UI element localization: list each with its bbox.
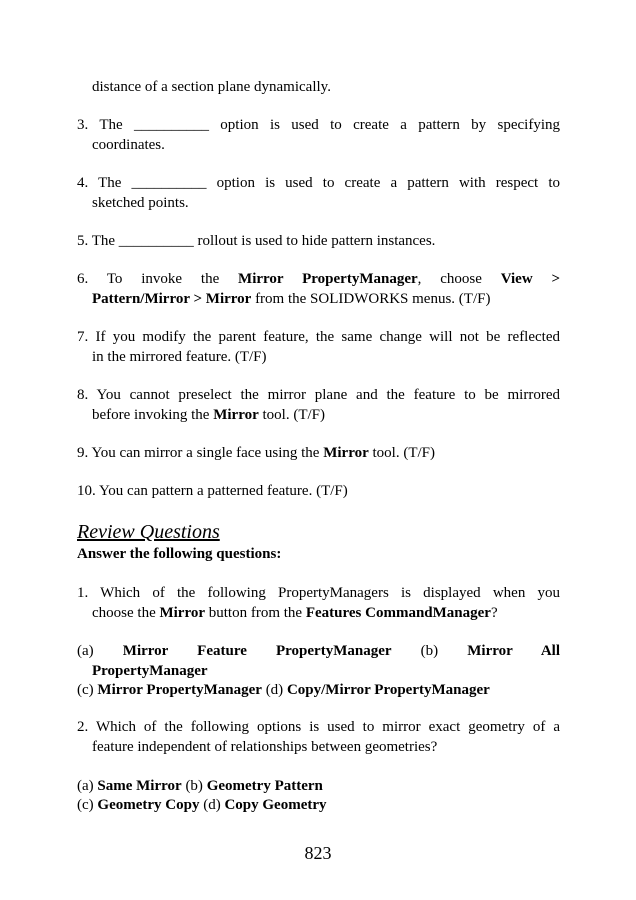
statement-text: You cannot preselect the mirror plane and the feature to be mirrored — [96, 387, 560, 403]
statement-10 — [77, 482, 560, 502]
option-label: (d) — [203, 797, 221, 813]
question-1-options-cd — [77, 681, 560, 700]
statement-text: The __________ option is used to create a pattern with respect to — [98, 175, 560, 191]
option-c: Mirror PropertyManager — [97, 682, 262, 698]
option-d: Copy Geometry — [224, 797, 327, 813]
statement-text: You can mirror a single face using the — [91, 445, 324, 461]
statement-4 — [77, 174, 560, 213]
statement-number: 10. — [77, 483, 96, 499]
statement-text: before invoking the — [92, 406, 214, 423]
question-bold: Mirror — [159, 604, 206, 621]
statement-bold: Mirror PropertyManager — [238, 271, 418, 287]
review-questions-heading: Review Questions — [77, 521, 220, 543]
statement-text-cont: in the mirrored feature. (T/F) — [92, 348, 267, 365]
question-1-options-ab — [77, 642, 560, 681]
statement-text: , choose — [417, 271, 501, 287]
question-text: ? — [490, 604, 498, 621]
review-question-2 — [77, 718, 560, 757]
question-text: choose the — [92, 604, 160, 621]
statement-6 — [77, 270, 560, 309]
statement-number: 8. — [77, 387, 89, 403]
statement-number: 7. — [77, 329, 89, 345]
option-d: Copy/Mirror PropertyManager — [286, 682, 490, 698]
statement-number: 5. — [77, 233, 89, 249]
statement-8 — [77, 386, 560, 425]
review-question-1 — [77, 584, 560, 623]
statement-5 — [77, 232, 560, 252]
option-label: (b) — [185, 778, 203, 794]
statement-bold: Mirror — [213, 406, 259, 423]
option-a: Same Mirror — [97, 778, 182, 794]
question-text: button from the — [205, 604, 306, 621]
option-label: (c) — [77, 797, 94, 813]
option-label: (a) — [77, 643, 94, 659]
statement-number: 3. — [77, 117, 89, 133]
question-text: Which of the following options is used to mirror exact geometry of a — [95, 719, 560, 735]
option-c: Geometry Copy — [97, 797, 200, 813]
option-b: Geometry Pattern — [206, 778, 323, 794]
question-text: Which of the following PropertyManagers is displayed when you — [100, 585, 560, 601]
question-2-options-cd — [77, 796, 560, 815]
statement-number: 9. — [77, 445, 89, 461]
option-b: Mirror All — [467, 643, 560, 659]
question-2-options-ab — [77, 777, 560, 796]
option-label: (d) — [265, 682, 284, 698]
question-bold: Features CommandManager — [305, 604, 491, 621]
statement-number: 6. — [77, 271, 89, 287]
statement-7 — [77, 328, 560, 367]
statement-text: The __________ rollout is used to hide pattern instances. — [91, 233, 436, 249]
option-b-cont: PropertyManager — [92, 662, 208, 679]
review-instruction: Answer the following questions: — [77, 546, 282, 562]
question-number: 1. — [77, 585, 89, 601]
option-label: (a) — [77, 778, 94, 794]
option-a: Mirror Feature PropertyManager — [122, 643, 392, 659]
statement-bold: Pattern/Mirror > Mirror — [92, 290, 252, 307]
statement-text-cont: sketched points. — [92, 194, 189, 211]
statement-text-cont: coordinates. — [92, 136, 165, 153]
page-number: 823 — [304, 843, 332, 863]
question-number: 2. — [77, 719, 89, 735]
option-label: (b) — [420, 643, 439, 659]
statement-text: tool. (T/F) — [258, 406, 325, 423]
question-text-cont: feature independent of relationships between geometries? — [92, 738, 438, 755]
statement-3 — [77, 116, 560, 155]
statement-text: You can pattern a patterned feature. (T/F) — [98, 483, 348, 499]
statement-bold: View > — [500, 271, 561, 287]
option-label: (c) — [77, 682, 94, 698]
statement-bold: Mirror — [323, 445, 369, 461]
statement-text: from the SOLIDWORKS menus. (T/F) — [251, 290, 491, 307]
statement-number: 4. — [77, 175, 89, 191]
statement-text: tool. (T/F) — [368, 445, 435, 461]
statement-9 — [77, 444, 560, 464]
continuation-text: distance of a section plane dynamically. — [92, 79, 331, 95]
statement-text: To invoke the — [106, 271, 239, 287]
statement-text: If you modify the parent feature, the same change will not be reflected — [95, 329, 560, 345]
statement-text: The __________ option is used to create a pattern by specifying — [99, 117, 560, 133]
